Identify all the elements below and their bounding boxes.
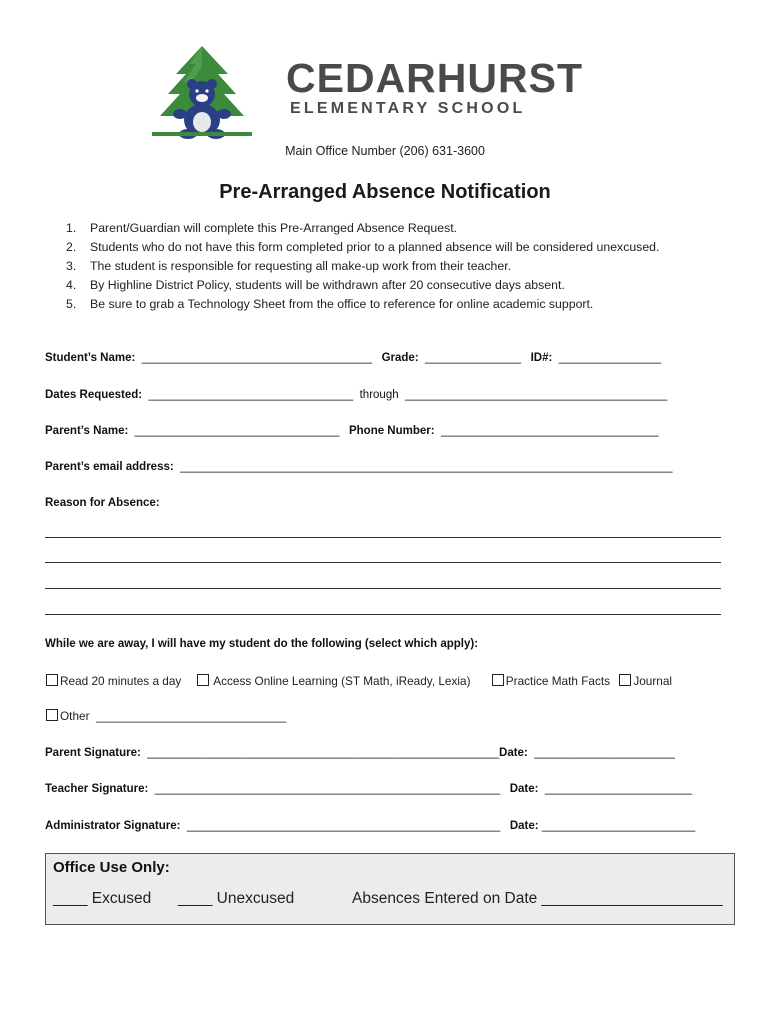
checkbox[interactable] — [619, 674, 631, 686]
email-row — [45, 461, 673, 473]
checkbox[interactable] — [46, 674, 58, 686]
administrator-date-field[interactable]: ________________________ — [541, 820, 696, 832]
instruction-item: 1. Parent/Guardian will complete this Pre-Arranged Absence Request. — [66, 221, 458, 235]
office-use-title: Office Use Only: — [53, 859, 170, 876]
grade-field[interactable]: _______________ — [421, 352, 528, 364]
reason-line[interactable] — [45, 614, 721, 615]
dates-to-field[interactable]: _________________________________________ — [401, 389, 668, 401]
unexcused-field[interactable]: ____ Unexcused — [177, 890, 295, 907]
teacher-signature-row — [45, 783, 692, 795]
parent-email-label: Parent’s email address: — [45, 461, 174, 473]
student-name-label: Student’s Name: — [45, 352, 136, 364]
instruction-item: 3. The student is responsible for requesting all make-up work from their teacher. — [66, 259, 512, 273]
away-prompt-row — [45, 638, 478, 650]
option-journal[interactable]: Journal — [619, 674, 672, 688]
parent-signature-label: Parent Signature: — [45, 747, 141, 759]
other-option-row — [46, 709, 286, 723]
teacher-date-field[interactable]: _______________________ — [541, 783, 692, 795]
phone-number-label: Phone Number: — [348, 425, 435, 437]
cedar-tree-bear-icon — [146, 44, 258, 140]
grade-label: Grade: — [381, 352, 419, 364]
activity-options — [46, 674, 672, 688]
excused-field[interactable]: ____ Excused — [53, 890, 152, 907]
through-label: through — [359, 389, 399, 401]
checkbox[interactable] — [492, 674, 504, 686]
school-subtitle: ELEMENTARY SCHOOL — [290, 100, 526, 117]
parent-name-field[interactable]: ________________________________ — [131, 425, 346, 437]
teacher-date-label: Date: — [509, 783, 539, 795]
option-read[interactable]: Read 20 minutes a day — [46, 674, 181, 688]
reason-label: Reason for Absence: — [45, 497, 160, 509]
parent-signature-row — [45, 747, 675, 759]
parent-date-field[interactable]: ______________________ — [531, 747, 675, 759]
instructions-list — [66, 219, 659, 314]
checkbox[interactable] — [197, 674, 209, 686]
school-name: CEDARHURST — [286, 55, 583, 101]
administrator-signature-field[interactable]: _________________________________________________ — [183, 820, 507, 832]
reason-line[interactable] — [45, 537, 721, 538]
id-label: ID#: — [530, 352, 553, 364]
other-field[interactable]: _____________________________ — [92, 709, 287, 723]
reason-row — [45, 497, 160, 509]
id-field[interactable]: ________________ — [555, 352, 662, 364]
away-prompt: While we are away, I will have my student do the following (select which apply): — [45, 638, 479, 650]
absences-entered-field[interactable]: Absences Entered on Date _____________________ — [351, 890, 723, 907]
parent-date-label: Date: — [499, 747, 528, 759]
teacher-signature-field[interactable]: ______________________________________________________ — [151, 783, 507, 795]
teacher-signature-label: Teacher Signature: — [45, 783, 149, 795]
instruction-item: 2. Students who do not have this form completed prior to a planned absence will be considered unexcused. — [66, 240, 660, 254]
instruction-item: 5. Be sure to grab a Technology Sheet from the office to reference for online academic support. — [66, 297, 594, 311]
dates-from-field[interactable]: ________________________________ — [145, 389, 357, 401]
parent-row — [45, 425, 658, 437]
dates-row — [45, 389, 667, 401]
student-name-field[interactable]: ____________________________________ — [138, 352, 379, 364]
school-logo — [146, 44, 626, 140]
parent-name-label: Parent’s Name: — [45, 425, 129, 437]
administrator-date-label: Date: — [509, 820, 539, 832]
parent-signature-field[interactable]: _______________________________________________________ — [144, 747, 500, 759]
office-phone: Main Office Number (206) 631-3600 — [285, 144, 485, 158]
student-row — [45, 352, 661, 364]
checkbox[interactable] — [46, 709, 58, 721]
administrator-signature-label: Administrator Signature: — [45, 820, 181, 832]
reason-line[interactable] — [45, 588, 721, 589]
dates-requested-label: Dates Requested: — [45, 389, 143, 401]
option-online[interactable]: Access Online Learning (ST Math, iReady, Lexia) — [197, 674, 471, 688]
office-use-row — [53, 890, 723, 908]
parent-email-field[interactable]: _____________________________________________________________________________ — [176, 461, 673, 473]
phone-number-field[interactable]: __________________________________ — [437, 425, 659, 437]
office-use-box — [45, 853, 735, 925]
instruction-item: 4. By Highline District Policy, students will be withdrawn after 20 consecutive days absent. — [66, 278, 565, 292]
reason-line[interactable] — [45, 562, 721, 563]
form-title: Pre-Arranged Absence Notification — [219, 181, 551, 203]
administrator-signature-row — [45, 820, 695, 832]
option-math[interactable]: Practice Math Facts — [492, 674, 610, 688]
option-other[interactable]: Other — [46, 709, 90, 723]
